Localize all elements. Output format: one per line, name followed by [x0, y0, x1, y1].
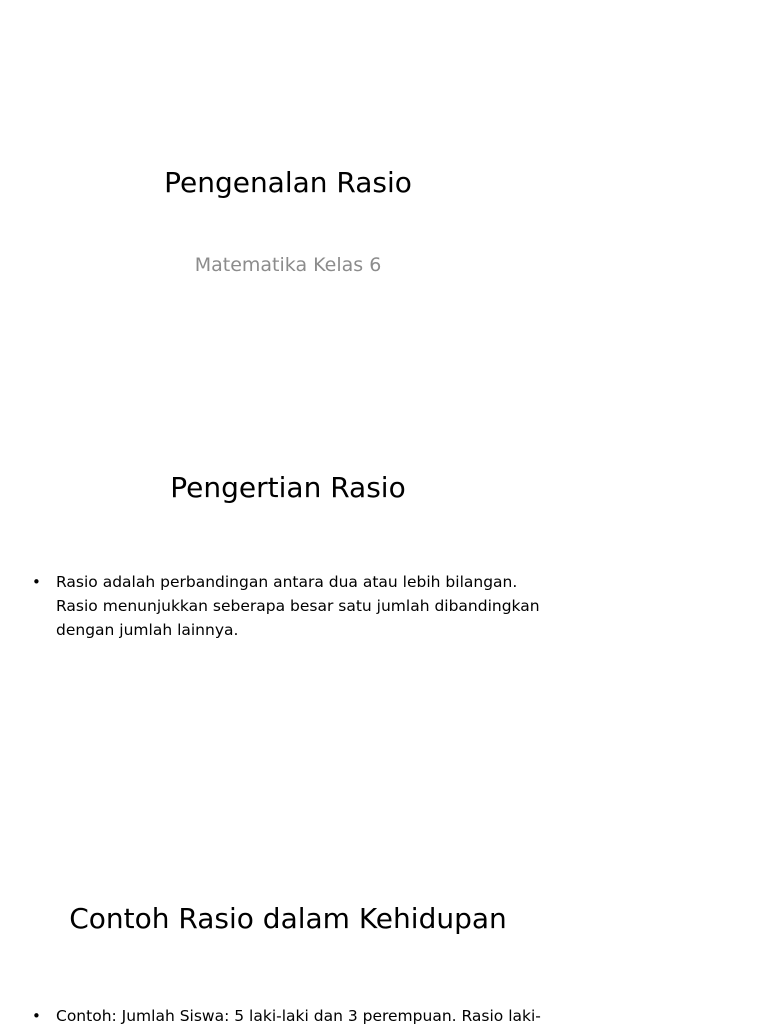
bullet-item — [32, 1004, 552, 1024]
bullet-text: Contoh: Jumlah Siswa: 5 laki-laki dan 3 perempuan. Rasio laki- — [56, 1007, 541, 1024]
bullet-list — [32, 1004, 552, 1024]
slide-title: Pengenalan Rasio — [164, 166, 412, 199]
slide-subtitle: Matematika Kelas 6 — [194, 254, 382, 276]
slide-pengertian — [0, 432, 768, 864]
bullet-icon: • — [32, 1007, 41, 1024]
bullet-item — [32, 570, 552, 642]
bullet-list — [32, 570, 552, 642]
slide-contoh — [0, 864, 768, 1024]
slide-title: Contoh Rasio dalam Kehidupan — [69, 902, 507, 935]
slide-title-slide — [0, 0, 768, 432]
bullet-icon: • — [32, 573, 41, 591]
slide-title: Pengertian Rasio — [170, 471, 406, 504]
bullet-text: Rasio adalah perbandingan antara dua atau lebih bilangan. Rasio menunjukkan seberapa besar satu jumlah dibandingkan dengan jumlah lainnya. — [56, 573, 540, 639]
